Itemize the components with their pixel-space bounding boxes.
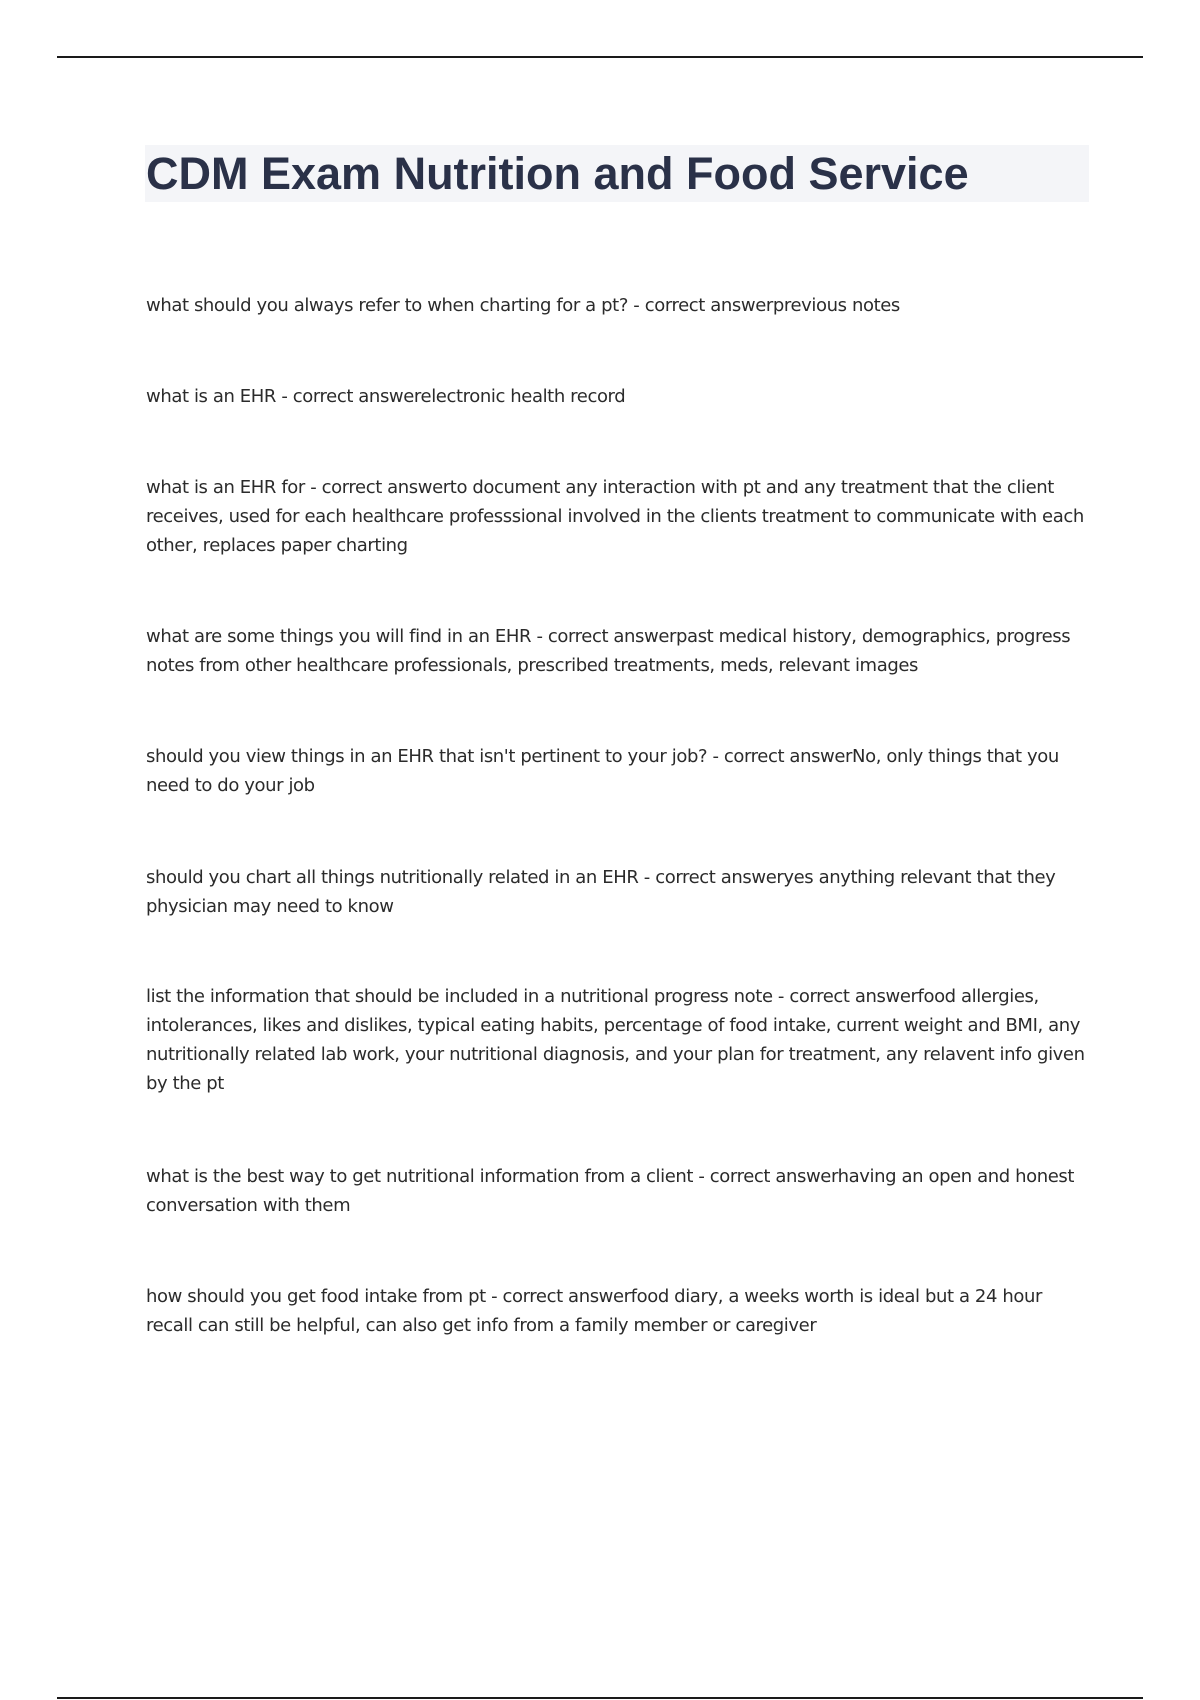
- qa-item: how should you get food intake from pt - correct answerfood diary, a weeks worth is ideal but a 24 hour recall can still be helpful, can also get info from a family member or caregiver: [146, 1286, 1042, 1336]
- qa-item: what is the best way to get nutritional information from a client - correct answerhaving an open and honest conversation with them: [146, 1166, 1075, 1216]
- bottom-rule: [57, 1697, 1143, 1699]
- top-rule: [57, 56, 1143, 58]
- page-title: CDM Exam Nutrition and Food Service: [146, 148, 969, 199]
- qa-item: what is an EHR - correct answerelectronic health record: [146, 386, 626, 407]
- qa-item: list the information that should be included in a nutritional progress note - correct answerfood allergies, intolerances, likes and dislikes, typical eating habits, percentage of food intake, current weight and BMI, any nutritionally related lab work, your nutritional diagnosis, and your plan for treatment, any relavent info given by the pt: [146, 986, 1085, 1094]
- qa-item: what is an EHR for - correct answerto document any interaction with pt and any treatment that the client receives, used for each healthcare professsional involved in the clients treatment to communicate with each other, replaces paper charting: [146, 477, 1084, 556]
- qa-item: should you view things in an EHR that isn't pertinent to your job? - correct answerNo, only things that you need to do your job: [146, 746, 1059, 796]
- qa-item: should you chart all things nutritionally related in an EHR - correct answeryes anything relevant that they physician may need to know: [146, 867, 1056, 917]
- qa-item: what are some things you will find in an EHR - correct answerpast medical history, demographics, progress notes from other healthcare professionals, prescribed treatments, meds, relevant images: [146, 626, 1071, 676]
- qa-item: what should you always refer to when charting for a pt? - correct answerprevious notes: [146, 295, 900, 316]
